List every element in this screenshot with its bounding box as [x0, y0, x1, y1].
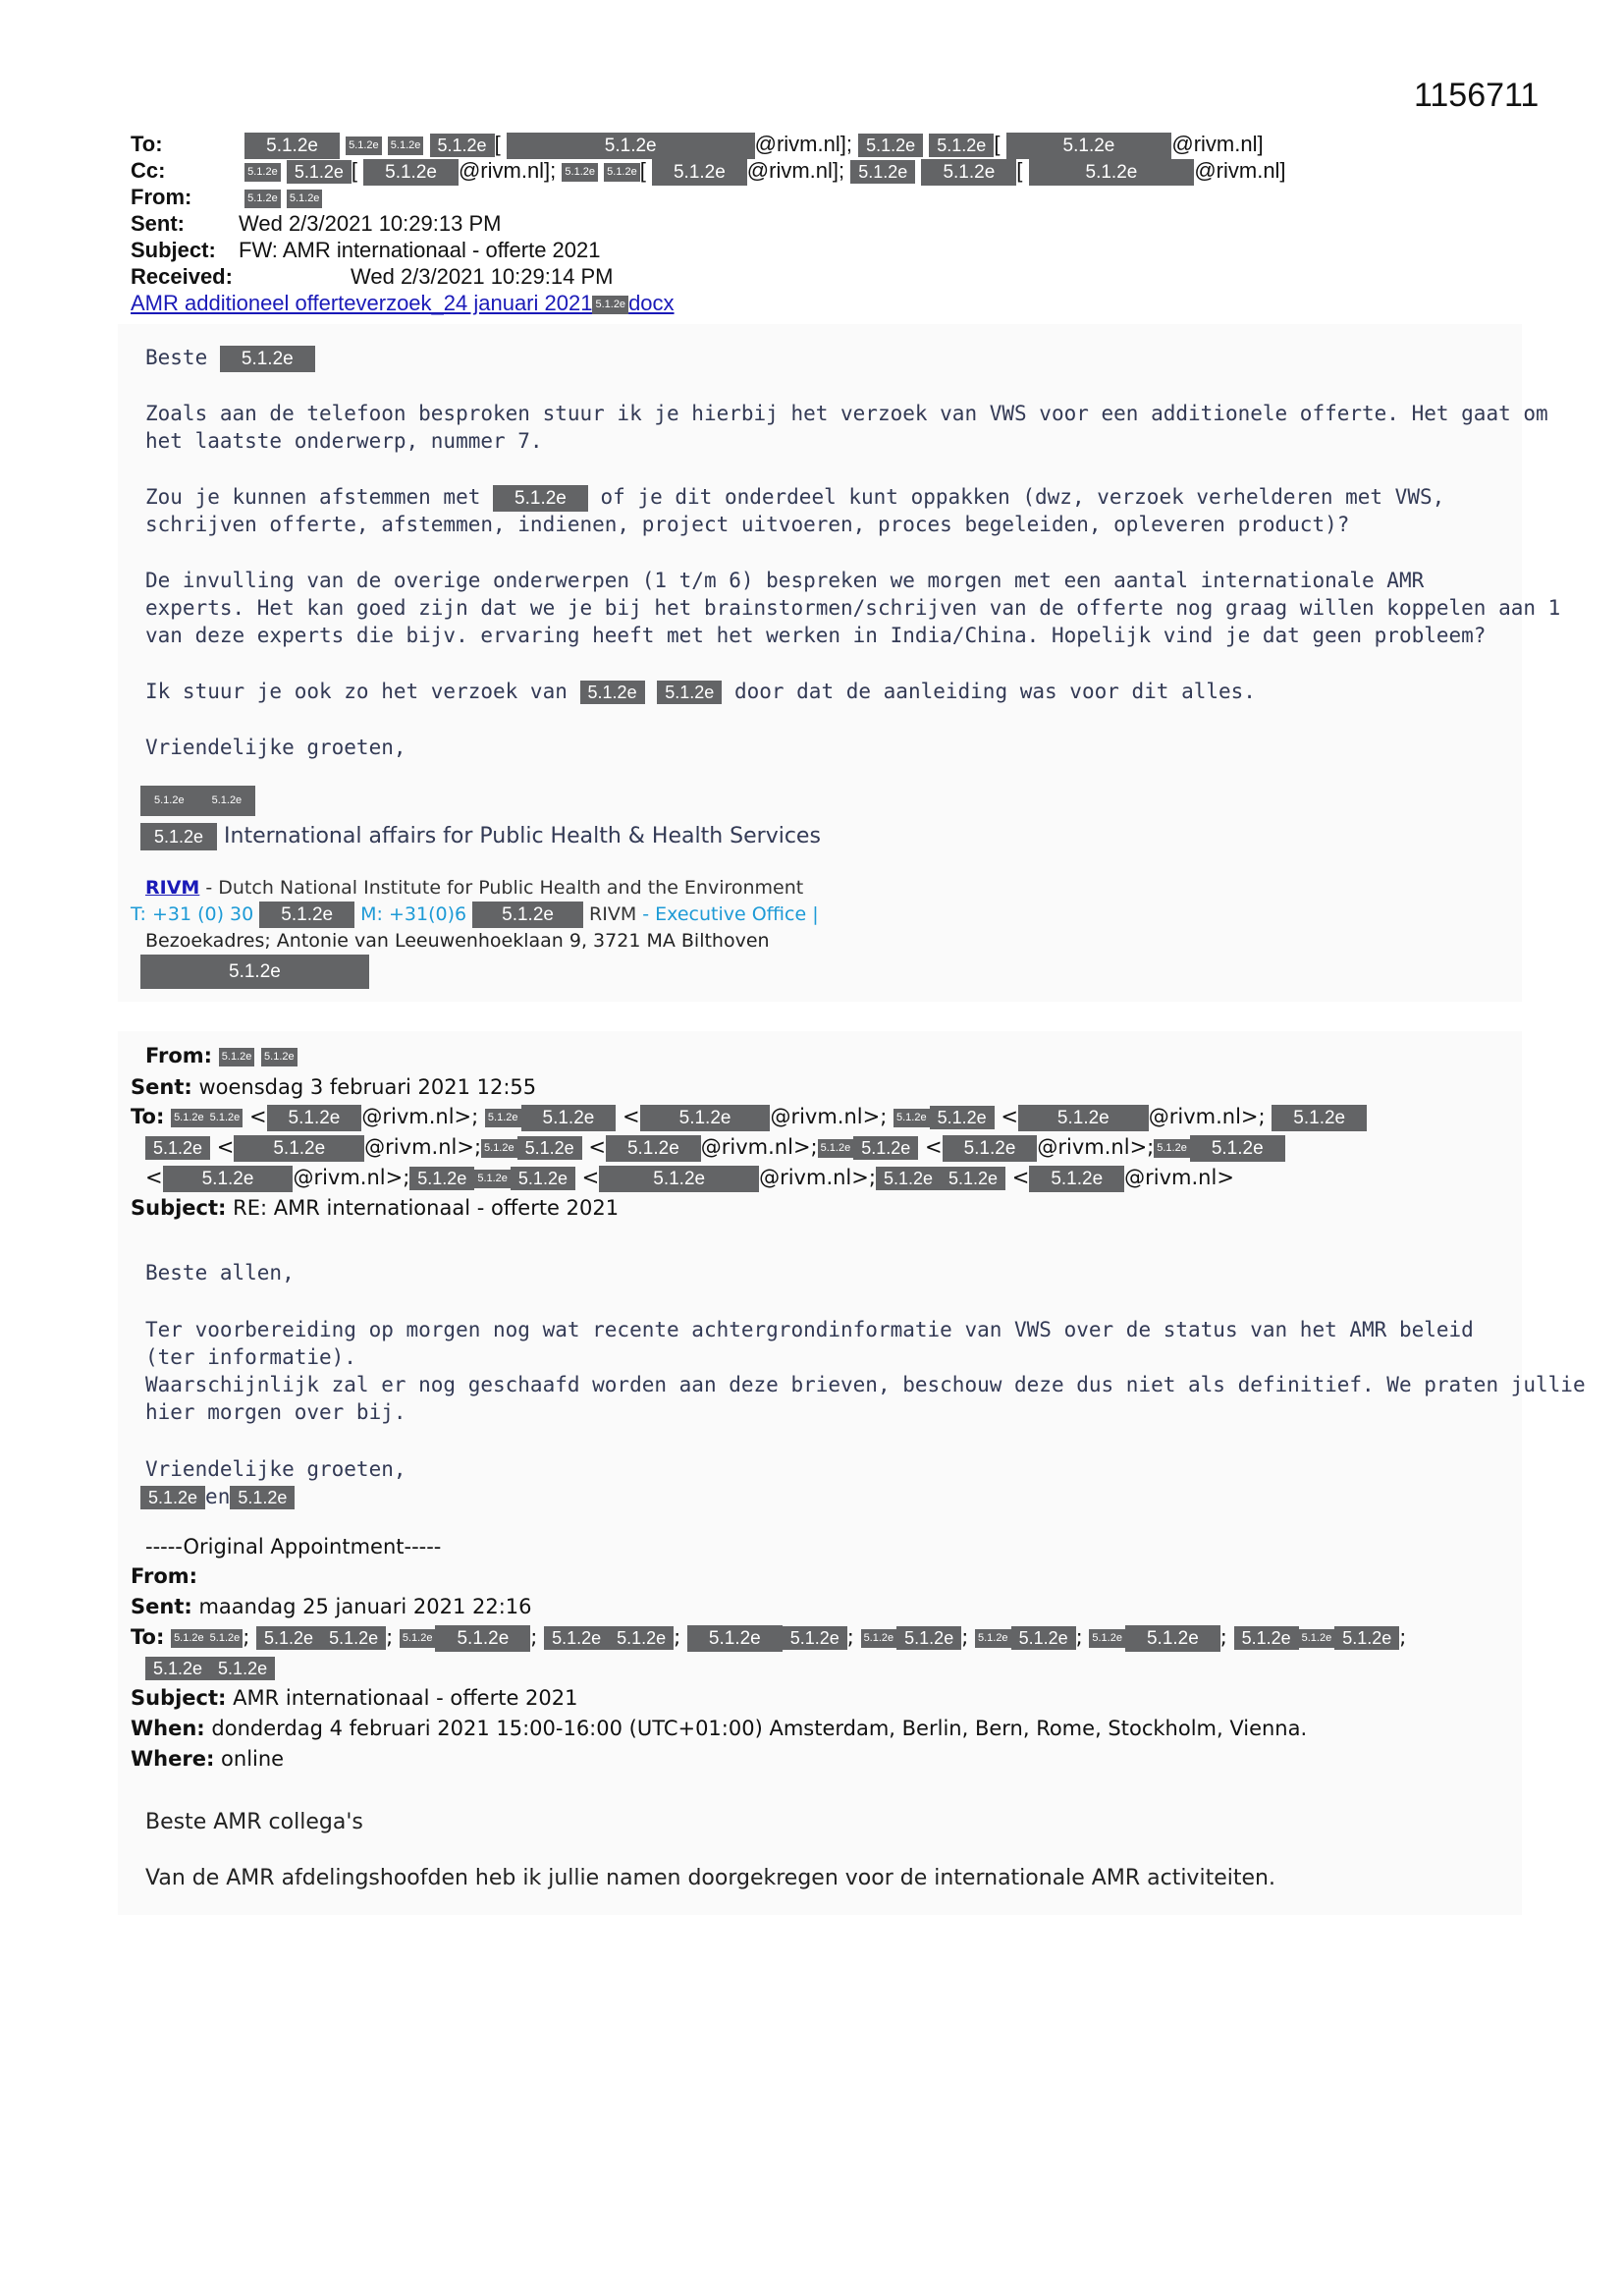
msg1-p3-line2: experts. Het kan goed zijn dat we je bij het brainstormen/schrijven van de offerte nog graag willen koppelen aan 1: [145, 596, 1561, 620]
sent-value: Wed 2/3/2021 10:29:13 PM: [239, 211, 502, 236]
redaction: 5.1.2e: [259, 902, 354, 928]
redaction: 5.1.2e: [140, 1486, 205, 1509]
msg2-greeting: Beste allen,: [145, 1261, 295, 1285]
signature-role: 5.1.2e International affairs for Public Health & Health Services: [140, 823, 821, 850]
rivm-link[interactable]: RIVM: [145, 877, 200, 899]
redaction: 5.1.2e: [171, 1629, 207, 1648]
redaction: 5.1.2e: [921, 159, 1016, 186]
signature-address: Bezoekadres; Antonie van Leeuwenhoeklaan 9, 3721 MA Bilthoven: [145, 930, 770, 952]
redaction: 5.1.2e: [430, 134, 495, 157]
redaction: 5.1.2e: [606, 1135, 701, 1162]
redaction: 5.1.2e: [604, 163, 640, 182]
redaction: 5.1.2e: [858, 134, 923, 157]
msg1-p2-line1: Zou je kunnen afstemmen met 5.1.2e of je dit onderdeel kunt oppakken (dwz, verzoek verhelderen met VWS,: [145, 483, 1444, 512]
redaction: 5.1.2e: [1299, 1629, 1335, 1648]
msg2-sent-row: Sent: woensdag 3 februari 2021 12:55: [131, 1075, 537, 1099]
msg2-p1-line2: (ter informatie).: [145, 1345, 356, 1369]
document-number: 1156711: [1414, 77, 1540, 114]
redaction: 5.1.2e: [244, 163, 281, 182]
redaction: 5.1.2e: [140, 955, 369, 989]
email-domain: @rivm.nl];: [746, 158, 845, 183]
redaction: 5.1.2e: [140, 786, 198, 816]
msg2-p1-line3: Waarschijnlijk zal er nog geschaafd worden aan deze brieven, beschouw deze dus niet als definitief. We praten jullie: [145, 1373, 1586, 1396]
redaction: 5.1.2e: [818, 1139, 854, 1158]
redaction: 5.1.2e: [876, 1167, 941, 1190]
redaction: 5.1.2e: [652, 159, 747, 186]
redaction: 5.1.2e: [230, 1486, 295, 1509]
msg1-p2-line2: schrijven offerte, afstemmen, indienen, project uitvoeren, proces begeleiden, opleveren product)?: [145, 513, 1350, 536]
redaction: 5.1.2e: [363, 159, 459, 186]
redaction: 5.1.2e: [234, 1135, 364, 1162]
sent-label: Sent:: [131, 211, 185, 236]
to-row: To: 5.1.2e 5.1.2e 5.1.2e 5.1.2e [ 5.1.2e @rivm.nl]; 5.1.2e 5.1.2e [ 5.1.2e @rivm.nl]: [131, 131, 1264, 159]
redaction: 5.1.2e: [1029, 1166, 1124, 1192]
redaction: 5.1.2e: [388, 137, 424, 155]
redaction: 5.1.2e: [400, 1629, 436, 1648]
redaction: 5.1.2e: [435, 1625, 530, 1652]
msg2-p1-line4: hier morgen over bij.: [145, 1400, 406, 1424]
redaction: 5.1.2e: [287, 160, 352, 184]
email-domain: @rivm.nl];: [754, 132, 852, 156]
redaction: 5.1.2e: [896, 1626, 961, 1650]
redaction: 5.1.2e: [1018, 1105, 1149, 1131]
redaction: 5.1.2e: [861, 1629, 897, 1648]
msg1-p3-line3: van deze experts die bijv. ervaring heeft met het werken in India/China. Hopelijk vind je dat geen probleem?: [145, 624, 1487, 647]
msg3-subject-row: Subject: AMR internationaal - offerte 2021: [131, 1686, 578, 1710]
msg3-to-row2: [145, 1653, 275, 1682]
redaction: 5.1.2e: [244, 190, 281, 208]
received-value: Wed 2/3/2021 10:29:14 PM: [351, 264, 614, 289]
redaction: 5.1.2e: [1089, 1629, 1125, 1648]
msg2-to-row1: To: 5.1.2e 5.1.2e < 5.1.2e @rivm.nl>; 5.1.2e 5.1.2e < 5.1.2e @rivm.nl>; 5.1.2e 5.1.2e < 5.1.2e @rivm.nl>; 5.1.2e: [131, 1102, 1367, 1131]
msg2-subject-row: Subject: RE: AMR internationaal - offerte 2021: [131, 1196, 620, 1220]
redaction: 5.1.2e: [1190, 1135, 1285, 1162]
redaction: 5.1.2e: [850, 160, 915, 184]
redaction: 5.1.2e: [599, 1166, 759, 1192]
msg3-from-row: From:: [131, 1564, 198, 1588]
msg2-from-row: From: 5.1.2e 5.1.2e: [145, 1041, 298, 1070]
original-appointment-separator: -----Original Appointment-----: [145, 1535, 442, 1558]
from-row: [131, 184, 322, 210]
signature-extra: [140, 955, 369, 989]
sent-row: [131, 210, 501, 237]
redaction: 5.1.2e: [929, 134, 994, 157]
redaction: 5.1.2e: [140, 823, 217, 850]
msg3-to-row1: To: 5.1.2e 5.1.2e ; 5.1.2e 5.1.2e ; 5.1.2e 5.1.2e ; 5.1.2e 5.1.2e ; 5.1.2e 5.1.2e ; 5.1.2e 5.1.2e ; 5.1.2e 5.1.2e ; 5.1.2e 5.1.2e ; 5.1.2e 5.1.2e 5.1.2e ;: [131, 1622, 1406, 1652]
subject-value: FW: AMR internationaal - offerte 2021: [239, 238, 601, 262]
redaction: 5.1.2e: [562, 163, 598, 182]
attachment-ext[interactable]: docx: [628, 291, 675, 315]
msg2-to-row3: < 5.1.2e @rivm.nl>; 5.1.2e 5.1.2e 5.1.2e < 5.1.2e @rivm.nl>; 5.1.2e 5.1.2e < 5.1.2e @rivm.nl>: [145, 1163, 1234, 1192]
msg3-p1: Van de AMR afdelingshoofden heb ik jullie namen doorgekregen voor de internationale AMR activiteiten.: [145, 1866, 1275, 1890]
redaction: 5.1.2e: [207, 1629, 244, 1648]
redaction: 5.1.2e: [930, 1106, 995, 1129]
redaction: 5.1.2e: [256, 1626, 321, 1650]
redaction: 5.1.2e: [941, 1167, 1005, 1190]
msg2-to-row2: 5.1.2e < 5.1.2e @rivm.nl>; 5.1.2e 5.1.2e < 5.1.2e @rivm.nl>; 5.1.2e 5.1.2e < 5.1.2e @rivm.nl>; 5.1.2e 5.1.2e: [145, 1132, 1285, 1162]
redaction: 5.1.2e: [1125, 1625, 1220, 1652]
redaction: 5.1.2e: [640, 1105, 771, 1131]
msg1-p1-line1: Zoals aan de telefoon besproken stuur ik je hierbij het verzoek van VWS voor een additionele offerte. Het gaat om: [145, 402, 1548, 425]
redaction: 5.1.2e: [783, 1626, 847, 1650]
attachment-link[interactable]: AMR additioneel offerteverzoek_24 januari 2021: [131, 291, 593, 315]
redaction: 5.1.2e: [1006, 133, 1172, 159]
redaction: 5.1.2e: [521, 1105, 617, 1131]
signature-phone: T: +31 (0) 30 5.1.2e M: +31(0)6 5.1.2e RIVM - Executive Office |: [131, 902, 819, 928]
redaction: 5.1.2e: [1011, 1626, 1076, 1650]
redaction: 5.1.2e: [1334, 1626, 1399, 1650]
redaction: 5.1.2e: [853, 1136, 918, 1160]
msg2-closing: Vriendelijke groeten,: [145, 1457, 406, 1481]
redaction: 5.1.2e: [163, 1166, 294, 1192]
msg3-where-row: Where: online: [131, 1747, 285, 1771]
cc-label: Cc:: [131, 158, 166, 183]
redaction: 5.1.2e: [145, 1136, 210, 1160]
redaction: 5.1.2e: [472, 902, 583, 928]
redaction: 5.1.2e: [580, 681, 645, 704]
redaction: 5.1.2e: [145, 1657, 210, 1680]
attachment-row: [131, 290, 675, 316]
redaction: 5.1.2e: [198, 786, 256, 816]
redaction: 5.1.2e: [592, 296, 628, 314]
redaction: 5.1.2e: [267, 1105, 362, 1131]
redaction: 5.1.2e: [1154, 1139, 1190, 1158]
msg1-greeting: Beste 5.1.2e: [145, 344, 315, 372]
received-row: [131, 263, 613, 290]
msg3-greeting: Beste AMR collega's: [145, 1810, 363, 1834]
redaction: 5.1.2e: [687, 1625, 783, 1652]
redaction: 5.1.2e: [485, 1109, 521, 1127]
to-label: To:: [131, 132, 163, 156]
redaction: 5.1.2e: [220, 346, 315, 372]
email-domain: @rivm.nl]: [1194, 158, 1286, 183]
redaction: 5.1.2e: [1029, 159, 1195, 186]
redaction: 5.1.2e: [346, 137, 382, 155]
redaction: 5.1.2e: [517, 1136, 582, 1160]
redaction: 5.1.2e: [507, 133, 755, 159]
msg1-closing: Vriendelijke groeten,: [145, 736, 406, 759]
redaction: 5.1.2e: [474, 1170, 511, 1188]
signature-org: RIVM - Dutch National Institute for Public Health and the Environment: [145, 877, 804, 899]
redaction: 5.1.2e: [171, 1109, 207, 1127]
redaction: 5.1.2e: [511, 1167, 575, 1190]
msg2-signers: 5.1.2e en 5.1.2e: [140, 1483, 295, 1510]
msg1-p3-line1: De invulling van de overige onderwerpen (1 t/m 6) bespreken we morgen met een aantal internationale AMR: [145, 569, 1425, 592]
redaction: 5.1.2e: [893, 1109, 930, 1127]
redaction: 5.1.2e: [219, 1048, 255, 1066]
msg3-sent-row: Sent: maandag 25 januari 2021 22:16: [131, 1595, 532, 1618]
redaction: 5.1.2e: [409, 1167, 474, 1190]
redaction: 5.1.2e: [207, 1109, 244, 1127]
msg3-when-row: When: donderdag 4 februari 2021 15:00-16:00 (UTC+01:00) Amsterdam, Berlin, Bern, Rome, Stockholm, Vienna.: [131, 1717, 1308, 1740]
redaction: 5.1.2e: [321, 1626, 386, 1650]
redaction: 5.1.2e: [493, 485, 588, 512]
redaction: 5.1.2e: [975, 1629, 1011, 1648]
email-domain: @rivm.nl];: [458, 158, 557, 183]
received-label: Received:: [131, 264, 233, 289]
redaction: 5.1.2e: [481, 1139, 517, 1158]
redaction: 5.1.2e: [609, 1626, 674, 1650]
redaction: 5.1.2e: [657, 681, 722, 704]
redaction: 5.1.2e: [544, 1626, 609, 1650]
redaction: 5.1.2e: [210, 1657, 275, 1680]
from-label: From:: [131, 185, 192, 209]
redaction: 5.1.2e: [287, 190, 323, 208]
msg1-p4: Ik stuur je ook zo het verzoek van 5.1.2e 5.1.2e door dat de aanleiding was voor dit alles.: [145, 680, 1256, 703]
signature-name-block: [140, 786, 255, 816]
email-domain: @rivm.nl]: [1171, 132, 1264, 156]
redaction: 5.1.2e: [1234, 1626, 1299, 1650]
redaction: 5.1.2e: [1272, 1105, 1367, 1131]
redaction: 5.1.2e: [244, 133, 340, 159]
cc-row: Cc: 5.1.2e 5.1.2e [ 5.1.2e @rivm.nl]; 5.1.2e 5.1.2e [ 5.1.2e @rivm.nl]; 5.1.2e 5.1.2e [ 5.1.2e @rivm.nl]: [131, 157, 1286, 186]
subject-row: [131, 237, 601, 263]
msg2-p1-line1: Ter voorbereiding op morgen nog wat recente achtergrondinformatie van VWS over de status van het AMR beleid: [145, 1318, 1474, 1341]
redaction: 5.1.2e: [261, 1048, 298, 1066]
redaction: 5.1.2e: [943, 1135, 1038, 1162]
subject-label: Subject:: [131, 238, 216, 262]
msg1-p1-line2: het laatste onderwerp, nummer 7.: [145, 429, 543, 453]
